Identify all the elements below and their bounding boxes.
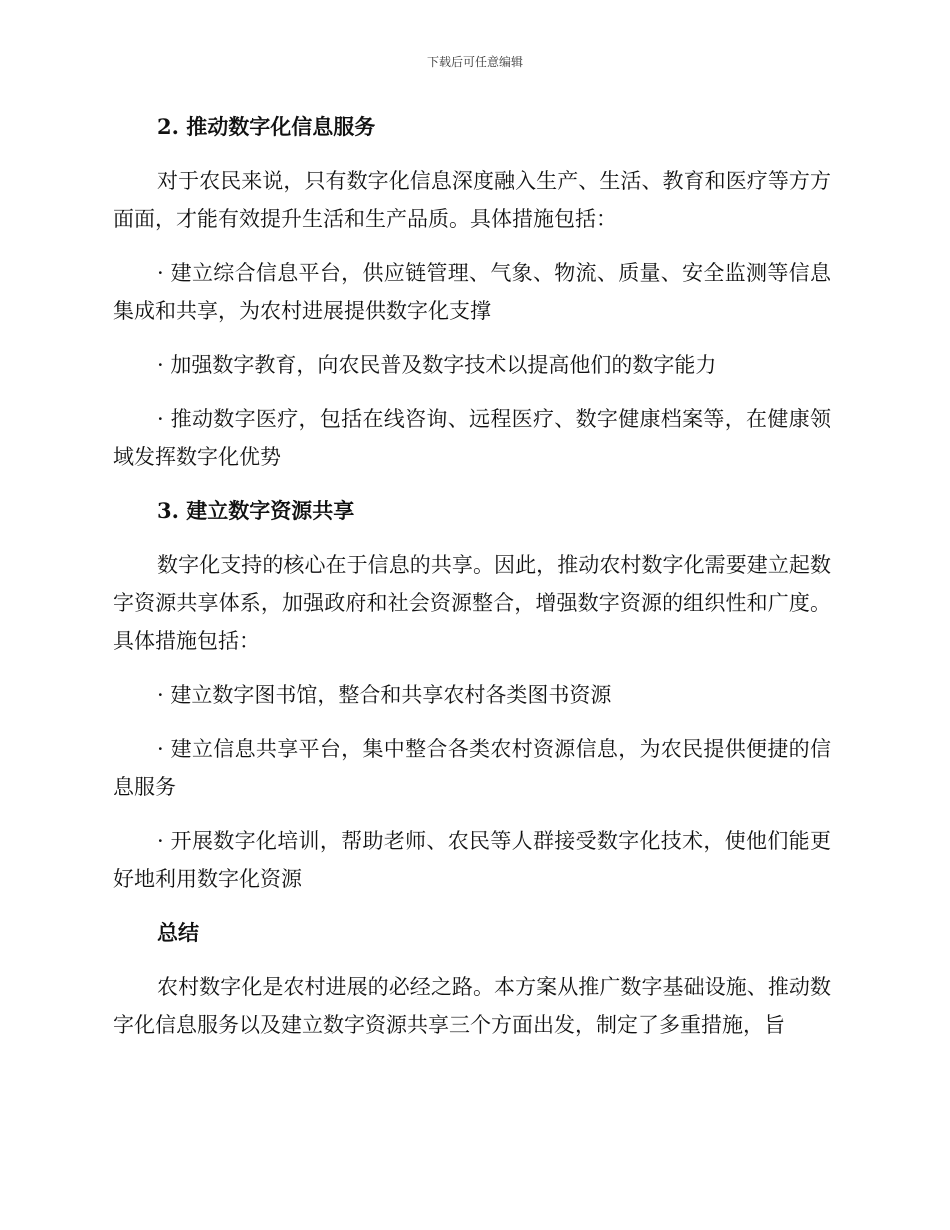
document-body <box>113 108 831 1060</box>
bullet-item: · 加强数字教育，向农民普及数字技术以提高他们的数字能力 <box>157 353 717 377</box>
section-heading: 3. 建立数字资源共享 <box>157 498 355 523</box>
page-header: 下载后可任意编辑 <box>426 55 523 69</box>
bullet-item: · 推动数字医疗，包括在线咨询、远程医疗、数字健康档案等，在健康领域发挥数字化优势 <box>113 407 831 469</box>
section-intro: 数字化支持的核心在于信息的共享。因此，推动农村数字化需要建立起数字资源共享体系，加强政府和社会资源整合，增强数字资源的组织性和广度。具体措施包括： <box>113 553 831 653</box>
summary-text: 农村数字化是农村进展的必经之路。本方案从推广数字基础设施、推动数字化信息服务以及建立数字资源共享三个方面出发，制定了多重措施，旨 <box>113 975 831 1037</box>
bullet-item: · 建立综合信息平台，供应链管理、气象、物流、质量、安全监测等信息集成和共享，为农村进展提供数字化支撑 <box>113 261 831 323</box>
summary-heading: 总结 <box>157 920 199 945</box>
bullet-item: · 开展数字化培训，帮助老师、农民等人群接受数字化技术，使他们能更好地利用数字化资源 <box>113 829 831 891</box>
bullet-item: · 建立数字图书馆，整合和共享农村各类图书资源 <box>157 683 612 707</box>
bullet-item: · 建立信息共享平台，集中整合各类农村资源信息，为农民提供便捷的信息服务 <box>113 737 831 799</box>
section-intro: 对于农民来说，只有数字化信息深度融入生产、生活、教育和医疗等方方面面，才能有效提升生活和生产品质。具体措施包括： <box>113 169 831 231</box>
section-heading: 2. 推动数字化信息服务 <box>157 114 376 139</box>
